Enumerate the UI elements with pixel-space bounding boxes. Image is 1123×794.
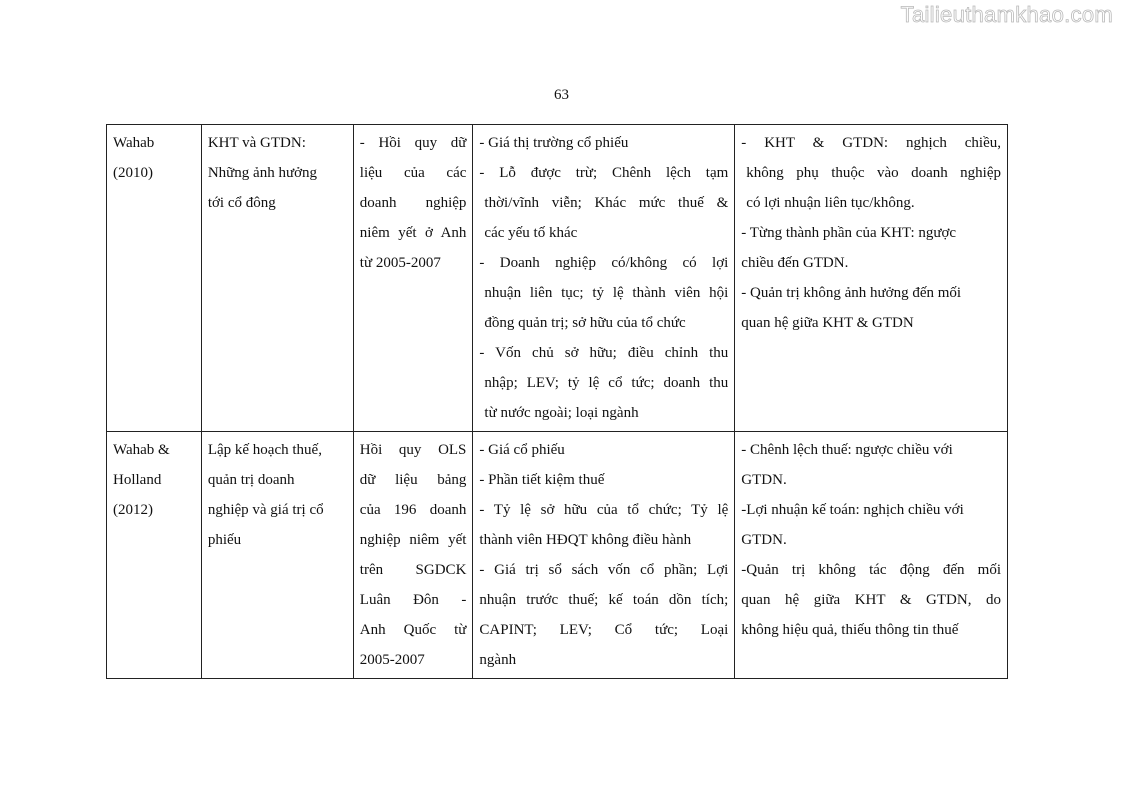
cell-line: Hồi quy OLS [359,442,467,458]
cell-line: - Hồi quy dữ [359,135,467,151]
cell-line: - Phần tiết kiệm thuế [479,472,605,488]
table-row [107,125,1008,432]
cell-line: nhuận liên tục; tỷ lệ thành viên hội [484,285,729,301]
cell-line: Những ảnh hưởng [207,165,318,181]
cell-line: GTDN. [741,532,787,548]
cell-line: nhuận trước thuế; kế toán dồn tích; [479,592,729,608]
cell-line: Luân Đôn - [359,592,467,608]
cell-line: - KHT & GTDN: nghịch chiều, [741,135,1001,151]
cell-line: thời/vĩnh viễn; Khác mức thuế & [484,195,729,211]
cell-line: -Lợi nhuận kế toán: nghịch chiều với [741,502,964,518]
results-cell [735,125,1008,432]
cell-line: -Quản trị không tác động đến mối [741,562,1001,578]
cell-line: - Giá trị sổ sách vốn cổ phần; Lợi [479,562,729,578]
cell-line: (2012) [113,502,153,518]
cell-line: nghiệp và giá trị cổ [207,502,324,518]
variables-cell [473,432,735,679]
cell-line: quan hệ giữa KHT & GTDN [741,315,914,331]
cell-line: quản trị doanh [207,472,295,488]
cell-line: liệu của các [359,165,467,181]
cell-line: - Vốn chủ sở hữu; điều chỉnh thu [479,345,729,361]
variables-cell [473,125,735,432]
page-number: 63 [554,87,569,103]
cell-line: nhập; LEV; tỷ lệ cổ tức; doanh thu [484,375,729,391]
cell-line: doanh nghiệp [359,195,467,211]
cell-line: - Tỷ lệ sở hữu của tổ chức; Tỷ lệ [479,502,729,518]
cell-line: - Giá cổ phiếu [479,442,565,458]
cell-line: GTDN. [741,472,787,488]
cell-line: Anh Quốc từ [359,622,467,638]
cell-line: quan hệ giữa KHT & GTDN, do [741,592,1001,608]
cell-line: - Từng thành phần của KHT: ngược [741,225,957,241]
cell-line: (2010) [113,165,153,181]
cell-line: 2005-2007 [359,652,425,668]
cell-line: Wahab [113,135,155,151]
cell-line: Wahab & [113,442,170,458]
table-row [107,432,1008,679]
cell-line: tới cổ đông [207,195,276,211]
cell-line: đồng quản trị; sở hữu của tổ chức [484,315,686,331]
cell-line: dữ liệu bảng [359,472,467,488]
topic-cell [201,432,353,679]
cell-line: niêm yết ở Anh [359,225,467,241]
cell-line: - Giá thị trường cổ phiếu [479,135,629,151]
cell-line: KHT và GTDN: [207,135,306,151]
cell-line: từ nước ngoài; loại ngành [484,405,639,421]
results-cell [735,432,1008,679]
cell-line: CAPINT; LEV; Cổ tức; Loại [479,622,729,638]
cell-line: Holland [113,472,162,488]
cell-line: Lập kế hoạch thuế, [207,442,322,458]
watermark: Tailieuthamkhao.com [900,2,1113,27]
topic-cell [201,125,353,432]
cell-line: của 196 doanh [359,502,467,518]
cell-line: - Quản trị không ảnh hưởng đến mối [741,285,962,301]
literature-table [106,124,1008,679]
cell-line: các yếu tố khác [484,225,578,241]
cell-line: từ 2005-2007 [359,255,441,271]
cell-line: có lợi nhuận liên tục/không. [746,195,915,211]
author-cell [107,432,202,679]
cell-line: thành viên HĐQT không điều hành [479,532,692,548]
cell-line: - Lỗ được trừ; Chênh lệch tạm [479,165,729,181]
cell-line: ngành [479,652,517,668]
cell-line: không hiệu quả, thiếu thông tin thuế [741,622,959,638]
method-cell [353,125,473,432]
cell-line: - Chênh lệch thuế: ngược chiều với [741,442,953,458]
cell-line: chiều đến GTDN. [741,255,849,271]
method-cell [353,432,473,679]
cell-line: trên SGDCK [359,562,467,578]
author-cell [107,125,202,432]
cell-line: nghiệp niêm yết [359,532,467,548]
cell-line: không phụ thuộc vào doanh nghiệp [746,165,1001,181]
cell-line: phiếu [207,532,242,548]
cell-line: - Doanh nghiệp có/không có lợi [479,255,729,271]
